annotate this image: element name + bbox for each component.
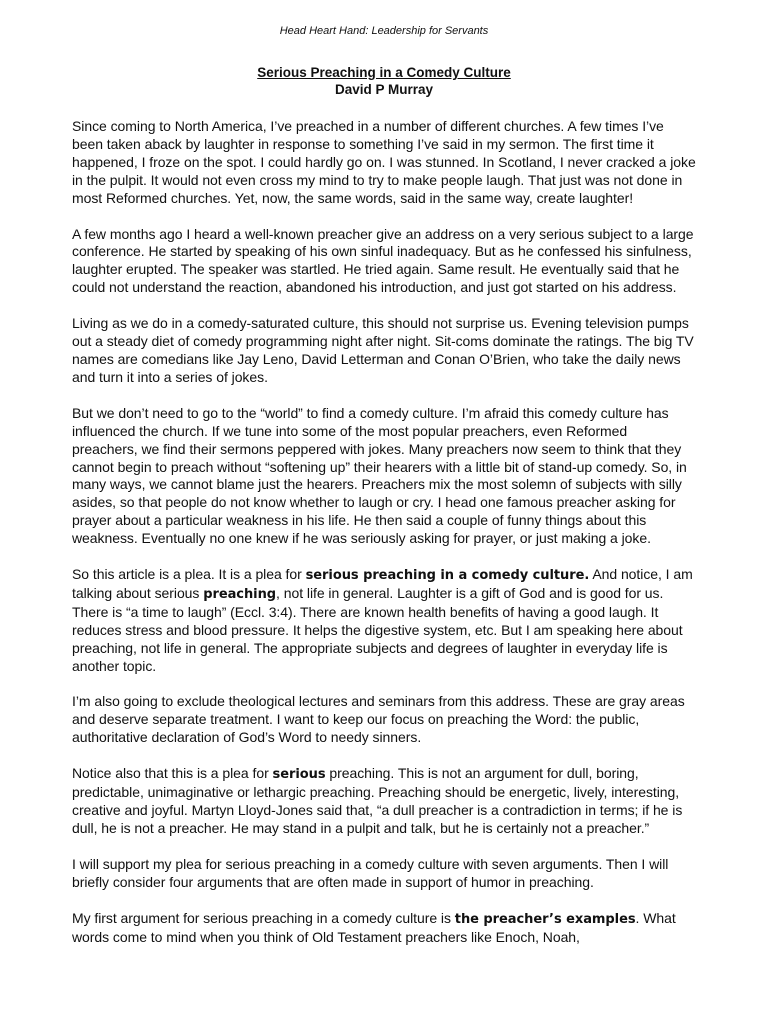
paragraph-2: A few months ago I heard a well-known preacher give an address on a very serious subject to a large conference. He started by speaking of his own sinful inadequacy. But as he confessed his sinfulness, laughter erupted. The speaker was startled. He tried again. Same result. He eventually said that he could not understand the reaction, abandoned his introduction, and just got started on his address. — [72, 225, 694, 296]
paragraph-7-emphasis: serious — [272, 767, 326, 783]
paragraph-5 — [72, 566, 696, 675]
paragraph-6: I’m also going to exclude theological lectures and seminars from this address. These are gray areas and deserve separate treatment. I want to keep our focus on preaching the Word: the public, authoritative declaration of God’s Word to needy sinners. — [72, 693, 685, 746]
paragraph-5-emphasis-b: preaching — [203, 586, 277, 602]
paragraph-9 — [72, 910, 696, 947]
paragraph-1: Since coming to North America, I’ve preached in a number of different churches. A few times I’ve been taken aback by laughter in response to something I’ve said in my sermon. The first time it happened, I froze on the spot. I could hardly go on. I was stunned. In Scotland, I never cracked a joke in the pulpit. It would not even cross my mind to try to make people laugh. That just was not done in most Reformed churches. Yet, now, the same words, said in the same way, create laughter! — [72, 118, 696, 206]
paragraph-9-text-b: . What words come to mind when you think of Old Testament preachers like Enoch, Noah, — [72, 909, 676, 945]
paragraph-5-emphasis-a: serious preaching in a comedy culture. — [305, 568, 590, 584]
paragraph-5-text-c: , not life in general. Laughter is a gift of God and is good for us. There is “a time to laugh” (Eccl. 3:4). There are known health benefits of having a good laugh. It reduces stress and blood pressure. It helps the digestive system, etc. But I am speaking here about preaching, not life in general. The appropriate subjects and degrees of laughter in everyday life is another topic. — [72, 584, 683, 674]
paragraph-4: But we don’t need to go to the “world” to find a comedy culture. I’m afraid this comedy culture has influenced the church. If we tune into some of the most popular preachers, even Reformed preachers, we find their sermons peppered with jokes. Many preachers now seem to think that they cannot begin to preach without “softening up” their hearers with a little bit of stand-up comedy. So, in many ways, we cannot blame just the hearers. Preachers mix the most solemn of subjects with silly asides, so that people do not know whether to laugh or cry. I head one famous preacher asking for prayer about a particular weakness in his life. He then said a couple of funny things about this weakness. Eventually no one knew if he was seriously asking for prayer, or just making a joke. — [72, 404, 687, 547]
paragraph-7 — [72, 765, 696, 838]
paragraph-9-emphasis: the preacher’s examples — [454, 911, 636, 927]
document-page — [72, 24, 696, 964]
paragraph-7-text-a: Notice also that this is a plea for — [72, 765, 273, 782]
paragraph-3: Living as we do in a comedy-saturated culture, this should not surprise us. Evening television pumps out a steady diet of comedy programming night after night. Sit-coms dominate the ratings. The big TV names are comedians like Jay Leno, David Letterman and Conan O’Brien, who take the daily news and turn it into a series of jokes. — [72, 315, 694, 385]
paragraph-5-text-a: So this article is a plea. It is a plea for — [72, 566, 306, 583]
paragraph-8: I will support my plea for serious preaching in a comedy culture with seven arguments. Then I will briefly consider four arguments that are often made in support of humor in preaching. — [72, 855, 669, 890]
article-title: Serious Preaching in a Comedy Culture — [257, 65, 511, 80]
article-title-block — [72, 64, 696, 98]
paragraph-7-text-b: preaching. This is not an argument for dull, boring, predictable, unimaginative or lethargic preaching. Preaching should be energetic, lively, interesting, creative and joyful. Martyn Lloyd-Jones said that, “a dull preacher is a contradiction in terms; if he is dull, he is not a preacher. He may stand in a pulpit and talk, but he is certainly not a preacher.” — [72, 765, 683, 836]
running-header: Head Heart Hand: Leadership for Servants — [279, 25, 489, 37]
article-author: David P Murray — [334, 82, 434, 97]
article-body — [72, 118, 696, 946]
paragraph-5-text-b: And notice, I am talking about serious — [72, 566, 693, 601]
paragraph-9-text-a: My first argument for serious preaching in a comedy culture is — [72, 909, 455, 926]
